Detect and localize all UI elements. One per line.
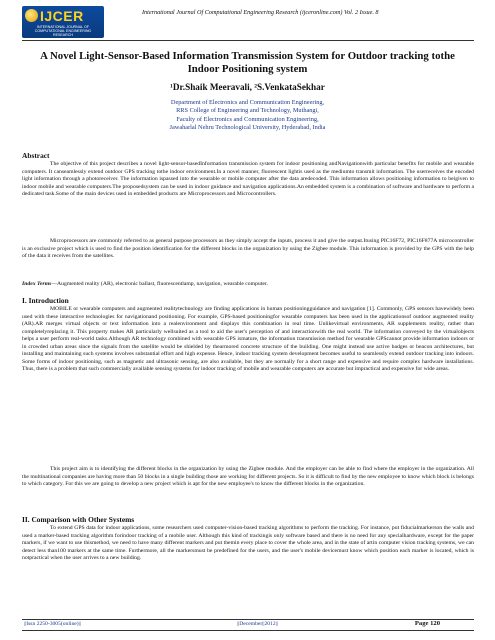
journal-header [22,6,477,40]
abstract-paragraph-2: Microprocessors are commonly referred to as general purpose processors as they simply accept the inputs, process it and give the output.Itusing PIC16F72, PIC16F877A microcontroller is an exclusive project which is used to find the position identification for the different blocks in the organization by using the Zigbee module. This information is provided by the GPS with the help of the data it receives from the satellites. [22,238,474,260]
abstract-paragraph-1: The objective of this project describes a novel light-sensor-basedInformation transmission system for indoor positioning andNavigationwith particular benefits for mobile and wearable computers. It canseamlessly extend outdoor GPS tracking tothe indoor environment.In a novel manner, fluorescent lightis used as the mediumto transmit information. The userreceives the encoded light information through a photoreceiver. The information ispassed into the wearable or mobile computer after the data aredecoded. This information allows positioning information to beigiven to indoor mobile and wearable computers.The proposedsystem can be used in indoor guidance and navigation applications.An embedded system is a combination of software and hardware to perform a dedicated task.Some of the main devices used in embedded products are Microprocessors and Microcontrollers. [22,161,474,198]
introduction-paragraph-1: MOBILE or wearable computers and augmented realitytechnology are finding applications in human positioningguidance and navigation [1]. Commonly, GPS sensors havewidely been used with these interactive technologies for navigationand positioning. For example, GPS-based positioningfor wearable computers has been used in the applicationsof outdoor augmented reality (AR).AR merges virtual objects or text information into a realenvironment and displays this combination in real time. Unlikevirtual environments, AR supplements reality, rather than completelyreplacing it. This property makes AR particularly wellsuited as a tool to aid the user's perception of and interactionwith the real world. The information conveyed by the virtualobjects helps a user perform real-world tasks.Although AR technology combined with wearable GPS ismature, the information transmission method for wearable GPScannot provide information indoors or in crowded urban areas since the signals from the satellite would be shielded by thearmored concrete structure of the building. One might instead use active badges or beacon architectures, but installing and maintaining such systems involves substantial effort and high expense. Hence, indoor tracking system development becomes useful to seamlessly extend outdoor tracking into indoors. Some forms of indoor positioning, such as magnetic and ultrasonic sensing, are also available, but they are normally for a short range and expensive and require complex hardware installations. Thus, there is a problem that such commercially available sensing systems for indoor tracking of mobile and wearable computers are accurate but impractical and expensive for wide areas. [22,306,474,373]
index-terms-label: Index Terms [22,281,52,287]
affiliation-line: Jawaharlal Nehru Technological University, Hyderabad, India [169,123,326,131]
index-terms-text: —Augmented reality (AR), electronic ballast, fluorescentlamp, navigation, wearable computer. [51,281,268,287]
journal-citation: International Journal Of Computational Engineering Research (ijceronline.com) Vol. 2 Issue. 8 [142,9,379,16]
footer-date: ||December||2012|| [237,621,278,627]
logo-emblem-icon [25,9,38,22]
page-footer [22,619,474,631]
index-terms [22,281,474,289]
comparison-paragraph-1: To extend GPS data for indoor applications, some researchers used computer-vision-based tracking algorithms to perform the tracking. For instance, put fiducialmarkerson the walls and used a marker-based tracking algorithm forindoor tracking of a mobile user. Although this kind of trackingis only software based and there is no need for any specialhardware, except for the paper markers, if we want to use thismethod, we need to have many different markers and put themin every place to cover the whole area, and in the state of artin computer vision tracking systems, we can detect less than100 markers at the same time. Furthermore, all the markersmust be predefined for the users, and the user's mobile devicemust know which position each marker is located, which is notpractical when the user arrives to a new building. [22,525,474,562]
introduction-paragraph-2: This project aim is to identifying the different blocks in the organization by using the Zigbee module. And the employer can be able to find where the employer in the organization. All the multinational companies are having more than 50 blocks in a single building those are working for different projects. So it is difficult to find by the new employee to know which block is belongs to which category. For this we are going to develop a new project which is apt for the new employee's to know the different blocks in the organization. [22,466,474,488]
affiliation-line: Faculty of Electronics and Communication Engineering, [176,115,319,123]
affiliation-line: Department of Electronics and Communication Engineering, [170,99,325,106]
affiliation-line: RRS College of Engineering and Technology, Muthangi, [176,107,319,115]
paper-title: A Novel Light-Sensor-Based Information Transmission System for Outdoor tracking tothe Indoor Positioning system [40,50,455,75]
logo-text: IJCER [40,8,84,24]
header-divider [22,40,474,41]
comparison-heading: II. Comparison with Other Systems [22,515,135,524]
abstract-heading: Abstract [22,151,50,160]
paper-authors: ¹Dr.Shaik Meeravali, ²S.VenkataSekhar [170,82,325,92]
logo-tagline: INTERNATIONAL JOURNAL OF COMPUTATIONAL ENGINEERING RESEARCH [34,25,92,38]
introduction-heading: I. Introduction [22,296,69,305]
page-number: Page 120 [414,620,440,627]
footer-issn: ||Issn 2250-3005(online)|| [24,621,81,627]
journal-logo [22,6,104,38]
author-affiliation [40,99,455,132]
